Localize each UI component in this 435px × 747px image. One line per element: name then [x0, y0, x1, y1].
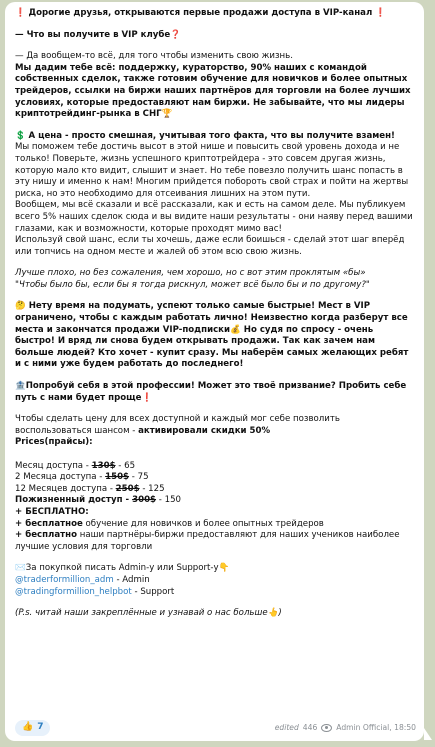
- admin-link[interactable]: @traderformillion_adm: [15, 574, 114, 585]
- price-body-3: Используй свой шанс, если ты хочешь, даже если боишься - сделай этот шаг вперёд или топчись на одном месте и жалей об этом всю свою жизнь.: [15, 235, 405, 257]
- paragraph-price: [15, 131, 414, 259]
- try-text: Попробуй себя в этой профессии! Может это твоё призвание? Пробить себе путь с нами будет проще: [15, 381, 407, 403]
- exclamation-icon: ❗: [141, 392, 153, 403]
- free-row: + бесплатно наши партнёры-биржи предоставляют для наших учеников наиболее лучшие условия для торговли: [15, 530, 400, 552]
- price-body-2: Вообщем, мы всё сказали и всё рассказали, как и есть на самом деле. Мы публикуем всего 5% наших сделок сюда и вы видите наши результаты - они наяву перед вашими глазами, как и возможности, которые проходят мимо вас!: [15, 200, 413, 234]
- support-role: - Support: [131, 586, 175, 597]
- money-bag-icon: 💰: [230, 324, 241, 335]
- exclamation-icon: ❗: [374, 8, 386, 18]
- paragraph-offer: [15, 51, 414, 121]
- paragraph-try: [15, 381, 414, 404]
- trophy-icon: 🏆: [161, 109, 173, 120]
- price-row: Пожизненный доступ - 300$ - 150: [15, 495, 181, 506]
- ps-text: (P.s. читай наши закреплённые и узнавай о нас больше: [15, 608, 268, 619]
- free-label: + БЕСПЛАТНО:: [15, 506, 89, 517]
- edited-label: edited: [274, 723, 299, 733]
- prices-label: Prices(прайсы):: [15, 437, 93, 448]
- price-row: 2 Месяца доступа - 150$ - 75: [15, 472, 149, 483]
- support-link[interactable]: @tradingformillion_helpbot: [15, 586, 132, 597]
- paragraph-quote: [15, 268, 414, 291]
- paragraph-ps: (P.s. читай наши закреплённые и узнавай о нас больше👆): [15, 608, 282, 619]
- buy-text: За покупкой писать Admin-у или Support-у: [25, 563, 219, 574]
- author-time: Admin Official, 18:50: [336, 723, 416, 733]
- point-up-icon: 👆: [267, 608, 279, 619]
- discount-value: активировали скидки 50%: [138, 425, 271, 436]
- vip-question-text: — Что вы получите в VIP клубе: [15, 29, 171, 40]
- reaction-count: 7: [37, 722, 44, 733]
- paragraph-contacts: [15, 563, 414, 598]
- exclamation-icon: ❗: [15, 8, 26, 18]
- message-footer: [15, 719, 416, 737]
- question-mark-icon: ❓: [170, 29, 181, 40]
- price-body-1: Мы поможем тебе достичь высот в этой нише и повысить свой уровень дохода и не только! Поверьте, жизнь успешного криптотрейдера - это совсем другая жизнь, которую мало кто видит, слышит и знает. Но тебе повезло получить шанс попасть в эту нишу и именно к нам! Многим прийдется побороть свой страх и пойти на жертвы риска, но это необходимо для отсеивания лишних на этом пути.: [15, 142, 409, 199]
- thumbs-up-icon: 👍: [22, 722, 34, 733]
- point-down-icon: 👇: [218, 563, 230, 574]
- message-headline: [15, 8, 414, 20]
- quote-line-1: Лучше плохо, но без сожаления, чем хорошо, но с вот этим проклятым «бы»: [15, 268, 366, 279]
- hurry-text-2: Но судя по спросу - очень быстро! И вряд ли снова будем открывать продажи. Так как зачем нам больше людей? Кто хочет - купит сразу. Мы наберём самых желающих ребят и с ними уже будем работать до последнего!: [15, 324, 409, 370]
- bubble-tail: [424, 728, 432, 740]
- paragraph-hurry: [15, 301, 414, 371]
- quote-line-2: "Чтобы было бы, если бы я тогда рискнул, может всё было бы и по другому?": [15, 279, 370, 290]
- money-icon: 💲: [15, 130, 26, 141]
- message-meta: [275, 722, 416, 734]
- message-bubble: [5, 2, 424, 741]
- paragraph-prices: [15, 414, 414, 553]
- offer-intro: — Да вообщем-то всё, для того чтобы изменить свою жизнь.: [15, 51, 293, 62]
- admin-role: - Admin: [113, 574, 150, 585]
- thinking-face-icon: 🤔: [15, 301, 26, 312]
- offer-body: Мы дадим тебе всё: поддержку, кураторство, 90% наших с командой собственных сделок, также готовим обучение для новичков и более опытных трейдеров, ссылки на биржи наших партнёров для торговли на более лучших условиях, которые предоставляют нам биржи. Не забывайте, что мы лидеры криптотрейдинг-рынка в СНГ: [15, 62, 411, 120]
- reaction-thumbs-up[interactable]: [15, 720, 50, 736]
- headline-text: Дорогие друзья, открываются первые продажи доступа в VIP-канал: [28, 8, 373, 18]
- vip-question: [15, 30, 414, 42]
- price-lead: А цена - просто смешная, учитывая того факта, что вы получите взамен!: [28, 130, 395, 141]
- views-count: 446: [302, 723, 318, 733]
- discount-lead: Чтобы сделать цену для всех доступной и каждый мог себе позволить воспользоваться шансом -: [15, 414, 340, 436]
- price-row: Месяц доступа - 130$ - 65: [15, 460, 136, 471]
- bank-icon: 🏦: [15, 381, 26, 392]
- hurry-text-1: Нету время на подумать, успеют только самые быстрые! Мест в VIP ограничено, чтобы с каждым работать лично! Неизвестно когда разберут все места и закончатся продажи VIP-подписки: [15, 301, 408, 335]
- eye-icon: [321, 724, 332, 732]
- price-row: 12 Месяцев доступа - 250$ - 125: [15, 483, 165, 494]
- envelope-icon: ✉️: [15, 563, 26, 574]
- free-row: + бесплатное обучение для новичков и более опытных трейдеров: [15, 518, 324, 529]
